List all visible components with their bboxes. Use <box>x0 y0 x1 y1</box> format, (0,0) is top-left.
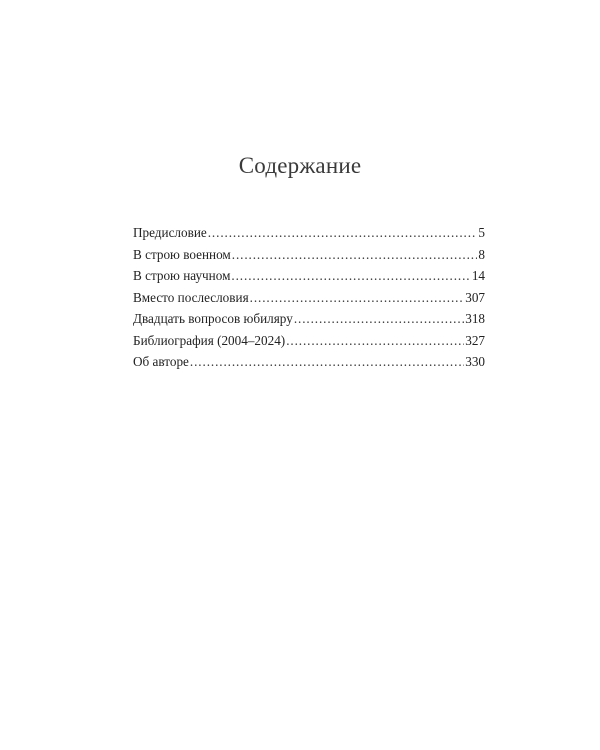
toc-entry-page: 8 <box>478 246 485 262</box>
dot-leader <box>250 287 465 309</box>
toc-entry-scientific <box>133 265 485 287</box>
toc-entry-page: 5 <box>478 225 485 240</box>
toc-entry-preface <box>133 222 485 244</box>
toc-entry-page: 330 <box>465 354 485 369</box>
toc-entry-twenty-questions <box>133 308 485 330</box>
toc-entry-label: Вместо послесловия <box>133 289 249 305</box>
toc-entry-label: В строю военном <box>133 246 231 262</box>
toc-entry-bibliography <box>133 330 485 352</box>
toc-entry-label: Библиография (2004–2024) <box>133 332 286 348</box>
toc-entry-page: 327 <box>465 332 485 348</box>
toc-entry-page: 307 <box>465 289 485 305</box>
toc-entry-label: В строю научном <box>133 268 231 283</box>
toc-entry-afterword <box>133 287 485 309</box>
toc-title: Содержание <box>238 153 362 178</box>
toc-entry-label: Предисловие <box>133 225 207 240</box>
dot-leader <box>286 330 464 352</box>
dot-leader <box>208 222 478 244</box>
dot-leader <box>190 351 464 373</box>
dot-leader <box>231 265 470 287</box>
toc-entry-page: 318 <box>465 311 485 326</box>
toc-list <box>133 222 485 373</box>
toc-entry-label: Об авторе <box>133 354 189 369</box>
toc-entry-label: Двадцать вопросов юбиляру <box>133 311 293 326</box>
toc-entry-about-author <box>133 351 485 373</box>
dot-leader <box>294 308 464 330</box>
toc-entry-military <box>133 244 485 266</box>
toc-entry-page: 14 <box>471 268 485 283</box>
dot-leader <box>232 244 478 266</box>
